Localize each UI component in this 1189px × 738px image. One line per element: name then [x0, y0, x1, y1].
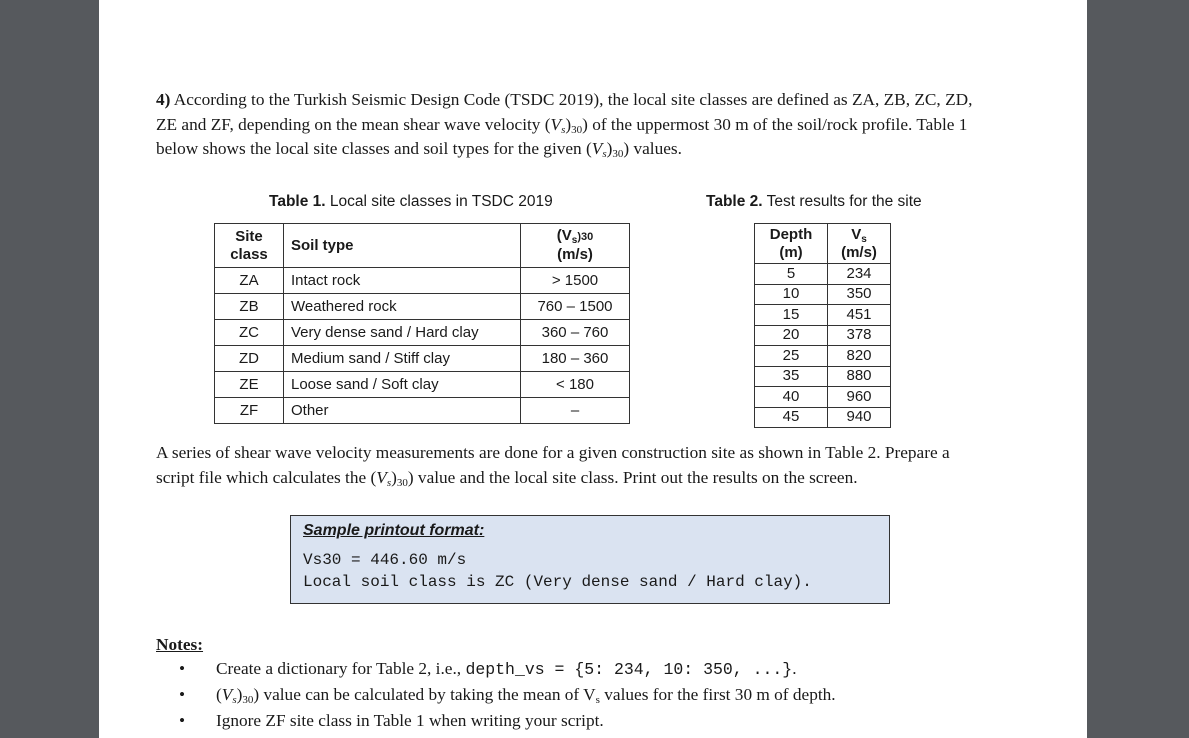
vs30-sub: 30 — [396, 476, 408, 489]
table-row — [755, 387, 891, 408]
table-header-row — [755, 224, 891, 264]
site-class-cell: ZF — [215, 398, 284, 424]
notes-title: Notes: — [156, 635, 204, 654]
header-soil-type: Soil type — [284, 224, 521, 268]
document-page — [99, 0, 1087, 738]
vs-sub: s — [232, 694, 237, 706]
site-class-cell: ZA — [215, 268, 284, 294]
site-class-cell: ZB — [215, 294, 284, 320]
header-vs: $V_s$ (m/s) — [828, 224, 891, 264]
bullet-icon: • — [179, 711, 186, 730]
site-class-cell: ZD — [215, 346, 284, 372]
test-results-table — [754, 223, 891, 428]
vs-symbol: V — [221, 685, 233, 704]
table-row — [755, 325, 891, 346]
table-row — [215, 294, 630, 320]
vs30-range-cell: < 180 — [521, 372, 630, 398]
depth-cell: 15 — [755, 305, 828, 326]
depth-cell: 45 — [755, 407, 828, 428]
vs-sub: s — [561, 123, 566, 136]
table2-caption-bold: Table 2. — [706, 193, 763, 210]
vs-symbol: V — [591, 139, 603, 158]
table-row — [755, 264, 891, 285]
intro-line-2a: ZE and ZF, depending on the mean shear wave velocity ( — [156, 114, 551, 134]
intro-line-3b: ) values. — [623, 139, 682, 158]
note-1 — [216, 659, 797, 679]
depth-cell: 35 — [755, 366, 828, 387]
vs-cell: 378 — [828, 325, 891, 346]
note-1-code: depth_vs = {5: 234, 10: 350, ...} — [465, 660, 793, 679]
vs30-sub: 30 — [571, 123, 583, 136]
series-line-2b: ) value and the local site class. Print out the results on the screen. — [407, 467, 858, 487]
site-class-cell: ZC — [215, 320, 284, 346]
series-paragraph: A series of shear wave velocity measurements are done for a given construction site as shown in Table 2. Prepare a script file which calculates the $(V_s)_{30}$) value and the local site class. Print out the results on the screen. — [156, 443, 950, 489]
intro-line-1: According to the Turkish Seismic Design Code (TSDC 2019), the local site classes are defined as ZA, ZB, ZC, ZD, — [173, 90, 973, 109]
soil-type-cell: Intact rock — [284, 268, 521, 294]
note-3: Ignore ZF site class in Table 1 when writing your script. — [216, 711, 604, 730]
table1-caption — [269, 193, 553, 211]
vs-cell: 234 — [828, 264, 891, 285]
vs-sub: s — [386, 476, 392, 489]
soil-type-cell: Very dense sand / Hard clay — [284, 320, 521, 346]
vs-cell: 880 — [828, 366, 891, 387]
vs-cell: 350 — [828, 284, 891, 305]
question-paragraph: 4) According to the Turkish Seismic Design Code (TSDC 2019), the local site classes are defined as ZA, ZB, ZC, ZD, ZE and ZF, depending on the mean shear wave velocity $(V_s)_{30}$) of the uppermost 30 m of the soil/rock profile. Table 1 below shows the local site classes and soil types for the given $(V_s)_{30}$) values. — [156, 90, 973, 160]
bullet-icon: • — [179, 659, 186, 678]
intro-line-2b: ) of the uppermost 30 m of the soil/rock profile. Table 1 — [582, 114, 968, 134]
vs30-range-cell: 180 – 360 — [521, 346, 630, 372]
vs-cell: 820 — [828, 346, 891, 367]
depth-cell: 10 — [755, 284, 828, 305]
vs-sub: s — [602, 148, 607, 160]
vs30-range-cell: – — [521, 398, 630, 424]
vs30-range-cell: 760 – 1500 — [521, 294, 630, 320]
table-row — [215, 268, 630, 294]
depth-cell: 5 — [755, 264, 828, 285]
vs30-sub: 30 — [612, 148, 624, 160]
depth-cell: 25 — [755, 346, 828, 367]
intro-line-3a: below shows the local site classes and soil types for the given ( — [156, 139, 592, 158]
note-2-text-a: ) value can be calculated by taking the mean of V — [253, 685, 596, 704]
vs-cell: 960 — [828, 387, 891, 408]
table1-caption-bold: Table 1. — [269, 193, 326, 210]
soil-type-cell: Loose sand / Soft clay — [284, 372, 521, 398]
sample-title: Sample printout format: — [303, 522, 485, 539]
vs30-range-cell: 360 – 760 — [521, 320, 630, 346]
table-row — [215, 346, 630, 372]
table-row — [755, 346, 891, 367]
header-vs30: $(V_s)30$ (m/s) — [521, 224, 630, 268]
table-row — [215, 372, 630, 398]
vs-cell: 451 — [828, 305, 891, 326]
site-class-table — [214, 223, 630, 424]
table2-caption-rest: Test results for the site — [762, 193, 922, 210]
soil-type-cell: Medium sand / Stiff clay — [284, 346, 521, 372]
table-row — [755, 366, 891, 387]
vs30-range-cell: > 1500 — [521, 268, 630, 294]
table2-caption — [706, 193, 922, 211]
header-depth: Depth (m) — [755, 224, 828, 264]
note-2-text-b: values for the first 30 m of depth. — [599, 685, 836, 704]
vs-cell: 940 — [828, 407, 891, 428]
table-row — [755, 284, 891, 305]
note-1-end: . — [792, 659, 797, 678]
table-row — [215, 320, 630, 346]
table-row — [215, 398, 630, 424]
table-row — [755, 407, 891, 428]
note-1-text: Create a dictionary for Table 2, i.e., — [216, 659, 466, 678]
soil-type-cell: Other — [284, 398, 521, 424]
sample-line-2: Local soil class is ZC (Very dense sand / Hard clay). — [303, 573, 812, 591]
series-line-1: A series of shear wave velocity measurements are done for a given construction site as shown in Table 2. Prepare a — [156, 443, 950, 462]
soil-type-cell: Weathered rock — [284, 294, 521, 320]
depth-cell: 20 — [755, 325, 828, 346]
vs30-sub: 30 — [242, 694, 254, 706]
vs-symbol: V — [376, 467, 387, 487]
sample-line-1: Vs30 = 446.60 m/s — [303, 551, 467, 569]
depth-cell: 40 — [755, 387, 828, 408]
question-number: 4) — [156, 90, 171, 109]
table1-caption-rest: Local site classes in TSDC 2019 — [325, 193, 553, 210]
series-line-2a: script file which calculates the ( — [156, 467, 377, 487]
bullet-icon: • — [179, 685, 186, 704]
header-site-class: Site class — [215, 224, 284, 268]
vs-sub: s — [595, 694, 600, 706]
vs-symbol: V — [550, 114, 562, 134]
sample-printout-box — [290, 515, 890, 604]
table-row — [755, 305, 891, 326]
table-header-row — [215, 224, 630, 268]
site-class-cell: ZE — [215, 372, 284, 398]
note-2: $(V_s)_{30}$) value can be calculated by taking the mean of $V_s$ values for the first 30 m of depth. — [216, 685, 836, 706]
